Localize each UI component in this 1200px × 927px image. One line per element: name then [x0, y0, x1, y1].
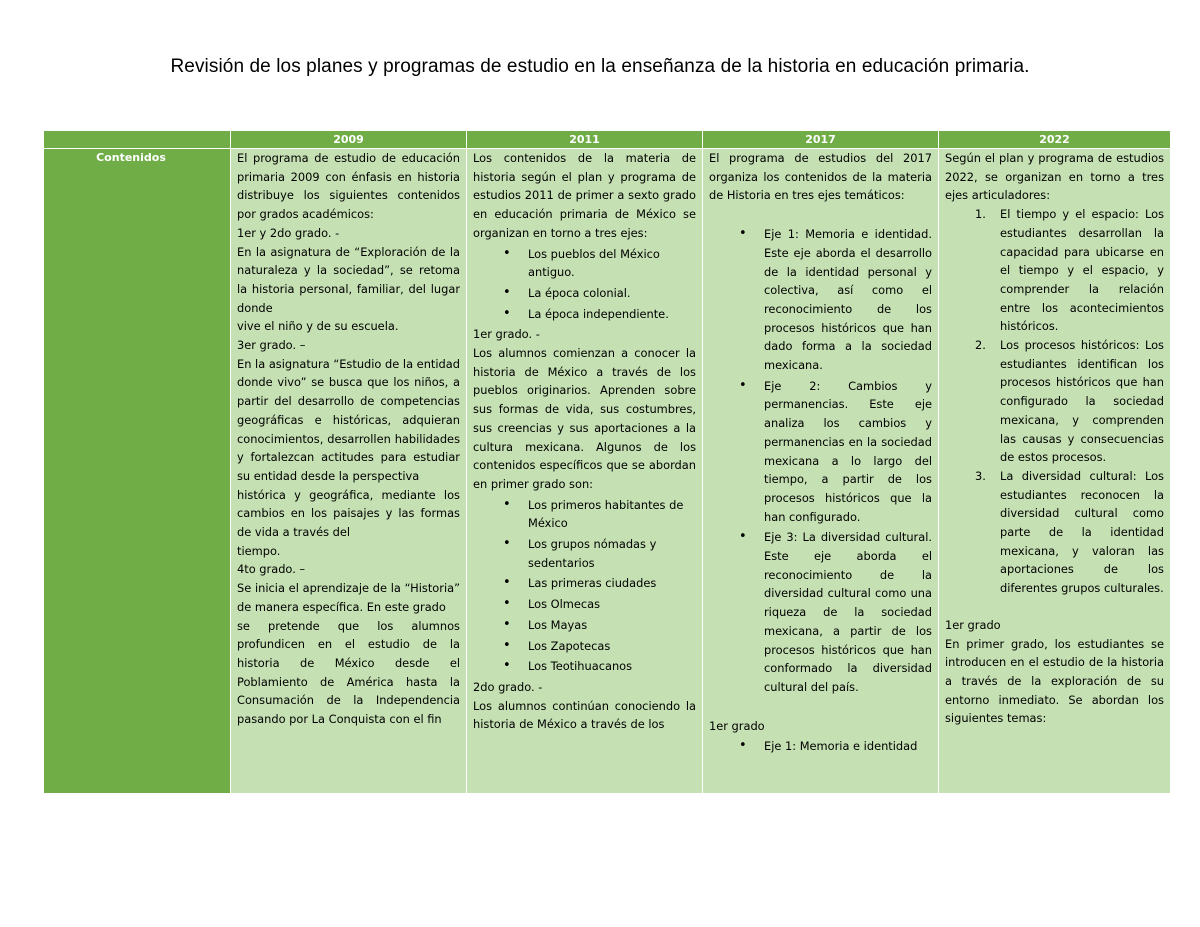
- cell-2017: [703, 149, 939, 794]
- column-2017-content: [709, 149, 932, 793]
- header-2022: 2022: [939, 131, 1171, 149]
- cell-2011: [467, 149, 703, 794]
- header-2009: 2009: [231, 131, 467, 149]
- list-item: • Los primeros habitantes de México: [473, 496, 696, 533]
- grade-text: En la asignatura “Estudio de la entidad donde vivo” se busca que los niños, a partir del desarrollo de competencias geográficas e históricas, adquieran conocimientos, desarrollen habilidades y fortalezcan actitudes para estudiar su entidad desde la perspectiva: [237, 356, 460, 483]
- grade-text: Los alumnos comienzan a conocer la historia de México a través de los pueblos originarios. Aprenden sobre sus formas de vida, sus costumbres, sus creencias y sus aportaciones a la cultura mexicana. Algunos de los contenidos específicos que se abordan en primer grado son:: [473, 346, 696, 491]
- list-item: 1. El tiempo y el espacio: Los estudiantes desarrollan la capacidad para ubicarse en el tiempo y el espacio, y comprender la relación entre los acontecimientos históricos.: [975, 207, 1164, 334]
- column-2009-content: [237, 149, 460, 793]
- ejes-list-2022: [945, 205, 1164, 598]
- intro-2022: Según el plan y programa de estudios 2022, se organizan en torno a tres ejes articuladores:: [945, 151, 1164, 203]
- list-item: • Los pueblos del México antiguo.: [473, 245, 696, 282]
- grade-heading: 1er y 2do grado. -: [237, 225, 340, 240]
- intro-2017: El programa de estudios del 2017 organiza los contenidos de la materia de Historia en tres ejes temáticos:: [709, 151, 932, 203]
- header-row: [44, 131, 1171, 149]
- ejes-list-2011: [473, 245, 696, 324]
- list-item: • Los Zapotecas: [473, 637, 696, 656]
- cell-2009: [231, 149, 467, 794]
- grade-heading: 3er grado. –: [237, 338, 306, 353]
- column-2011-content: [473, 149, 696, 793]
- list-item: • La época independiente.: [473, 305, 696, 324]
- grade-text: tiempo.: [237, 543, 281, 558]
- intro-2011: Los contenidos de la materia de historia según el plan y programa de estudios 2011 de primer a sexto grado en educación primaria de México se organizan en torno a tres ejes:: [473, 151, 696, 240]
- contenidos-row: [44, 149, 1171, 794]
- grade-text: En primer grado, los estudiantes se introducen en el estudio de la historia a través de la exploración de su entorno inmediato. Se abordan los siguientes temas:: [945, 636, 1164, 726]
- list-item: • Eje 3: La diversidad cultural. Este eje aborda el reconocimiento de la diversidad cultural como una riqueza de la sociedad mexicana, a partir de los procesos históricos que han conformado la diversidad cultural del país.: [709, 528, 932, 696]
- header-2017: 2017: [703, 131, 939, 149]
- grade-heading: 1er grado: [709, 718, 765, 733]
- page-title: Revisión de los planes y programas de estudio en la enseñanza de la historia en educación primaria.: [170, 56, 1030, 77]
- list-item: • La época colonial.: [473, 284, 696, 303]
- ejes-list-2017: [709, 225, 932, 697]
- list-item: • Los Mayas: [473, 616, 696, 635]
- grade-text: vive el niño y de su escuela.: [237, 319, 399, 334]
- grade-heading: 4to grado. –: [237, 562, 306, 577]
- contenidos-list-2011: [473, 496, 696, 676]
- list-item: 3. La diversidad cultural: Los estudiantes reconocen la diversidad cultural como parte de la identidad mexicana, y valoran las aportaciones de los diferentes grupos culturales.: [975, 468, 1164, 596]
- spacer: [709, 205, 932, 223]
- list-item: 2. Los procesos históricos: Los estudiantes identifican los procesos históricos que han configurado la sociedad mexicana, y comprenden las causas y consecuencias de estos procesos.: [975, 338, 1164, 465]
- list-item: • Los Olmecas: [473, 595, 696, 614]
- list-item: • Eje 1: Memoria e identidad. Este eje aborda el desarrollo de la identidad personal y colectiva, así como el reconocimiento de los procesos históricos que han dado forma a la sociedad mexicana.: [709, 225, 932, 375]
- list-item: • Los grupos nómadas y sedentarios: [473, 535, 696, 572]
- column-2022-content: [945, 149, 1164, 793]
- header-2011: 2011: [467, 131, 703, 149]
- spacer: [709, 699, 932, 717]
- intro-2009: El programa de estudio de educación primaria 2009 con énfasis en historia distribuye los siguientes contenidos por grados académicos:: [237, 151, 460, 222]
- grade-text: histórica y geográfica, mediante los cambios en los paisajes y las formas de vida a través del: [237, 487, 460, 540]
- row-label-contenidos: Contenidos: [44, 149, 231, 794]
- grade-text: se pretende que los alumnos profundicen en el estudio de la historia de México desde el Poblamiento de América hasta la Consumación de la Independencia pasando por La Conquista con el fin: [237, 618, 460, 727]
- grade-heading: 1er grado. -: [473, 327, 540, 342]
- grade-heading: 2do grado. -: [473, 679, 543, 694]
- list-item: • Los Teotihuacanos: [473, 657, 696, 676]
- list-item: • Eje 1: Memoria e identidad: [709, 737, 932, 756]
- comparison-table: [43, 130, 1171, 794]
- list-item: • Eje 2: Cambios y permanencias. Este eje analiza los cambios y permanencias en la sociedad mexicana a lo largo del tiempo, a partir de los procesos históricos que la han configurado.: [709, 377, 932, 527]
- list-item: • Las primeras ciudades: [473, 574, 696, 593]
- grade-text: Los alumnos continúan conociendo la historia de México a través de los: [473, 698, 696, 732]
- header-empty: [44, 131, 231, 149]
- grade-text: En la asignatura de “Exploración de la naturaleza y la sociedad”, se retoma la historia personal, familiar, del lugar donde: [237, 244, 460, 315]
- grade-list-2017: [709, 737, 932, 756]
- cell-2022: [939, 149, 1171, 794]
- grade-text: Se inicia el aprendizaje de la “Historia” de manera específica. En este grado: [237, 581, 460, 614]
- spacer: [945, 598, 1164, 616]
- grade-heading: 1er grado: [945, 617, 1001, 632]
